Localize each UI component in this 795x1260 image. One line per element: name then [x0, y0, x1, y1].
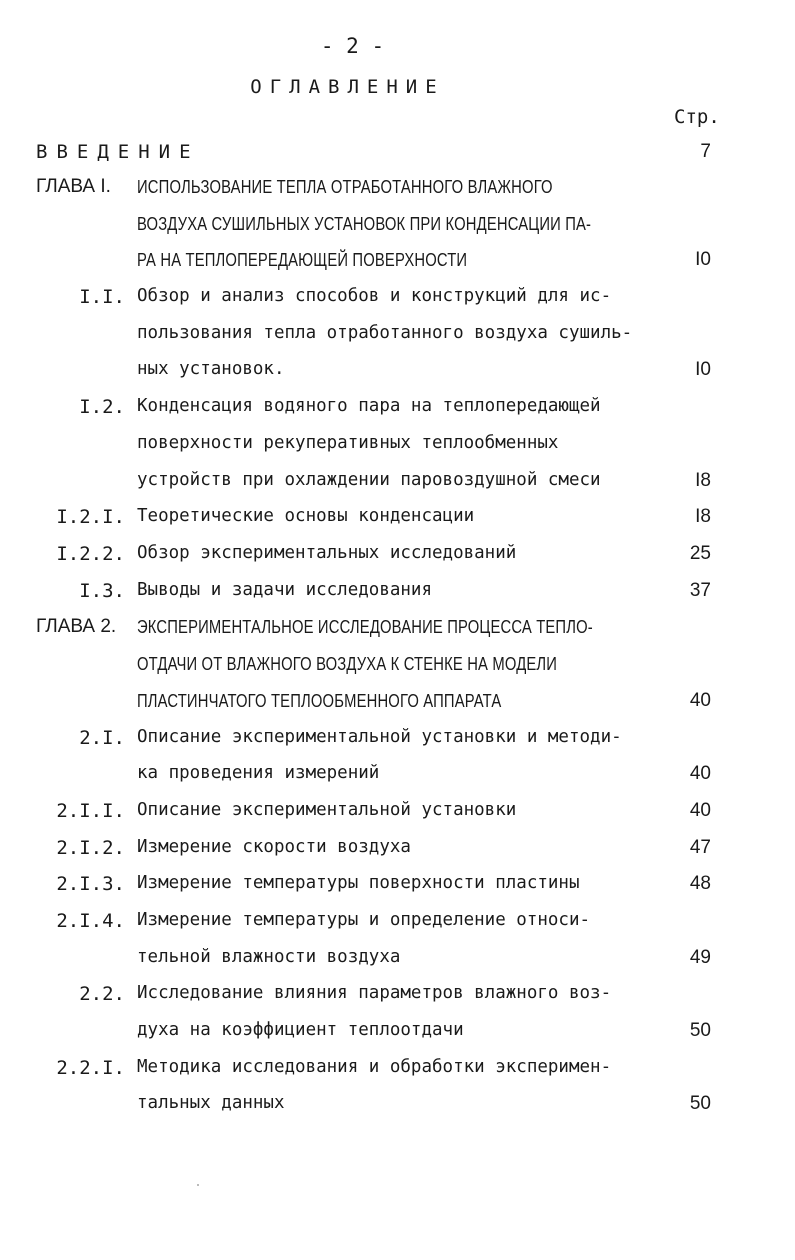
toc-entry-text: Выводы и задачи исследования	[137, 579, 433, 600]
toc-entry-number: I.2.	[79, 396, 125, 419]
toc-entry-number: 2.2.	[79, 983, 125, 1006]
toc-entry-page: 50	[689, 1093, 711, 1115]
scan-speck	[197, 1184, 199, 1186]
toc-entry-text: Конденсация водяного пара на теплопередающей	[137, 396, 601, 417]
toc-entry-number: I.3.	[79, 579, 125, 602]
toc-entry-page: 50	[689, 1020, 711, 1042]
toc-entry-text: ИСПОЛЬЗОВАНИЕ ТЕПЛА ОТРАБОТАННОГО ВЛАЖНОГО	[137, 176, 553, 197]
toc-entry-number: ГЛАВА 2.	[36, 616, 117, 638]
toc-entry-number: 2.I.3.	[56, 873, 125, 896]
toc-entry-text: ЭКСПЕРИМЕНТАЛЬНОЕ ИССЛЕДОВАНИЕ ПРОЦЕССА ТЕПЛО-	[137, 616, 593, 638]
toc-entry-page: 40	[689, 689, 711, 711]
toc-entry-text: ВОЗДУХА СУШИЛЬНЫХ УСТАНОВОК ПРИ КОНДЕНСАЦИИ ПА-	[137, 212, 592, 234]
toc-entry-text: Исследование влияния параметров влажного воз-	[137, 983, 612, 1004]
toc-entry-text: РА НА ТЕПЛОПЕРЕДАЮЩЕЙ ПОВЕРХНОСТИ	[137, 249, 468, 271]
toc-entry-number: I.I.	[79, 286, 125, 309]
toc-entry-number: ГЛАВА I.	[36, 176, 111, 197]
toc-entry-page: I0	[695, 359, 711, 381]
toc-entry-text: тельной влажности воздуха	[137, 946, 401, 967]
toc-entry-number: 2.I.4.	[56, 910, 125, 932]
toc-entry-number: 2.I.	[79, 726, 125, 749]
toc-entry-number: I.2.I.	[56, 506, 125, 529]
toc-entry-number: 2.I.I.	[56, 799, 125, 822]
toc-entry-page: 40	[689, 799, 711, 821]
toc-entry-page: 47	[689, 836, 711, 858]
toc-intro-label: ВВЕДЕНИЕ	[36, 141, 200, 163]
toc-entry-page: 49	[689, 946, 711, 968]
toc-entry-text: Измерение температуры и определение относи-	[137, 910, 591, 930]
toc-entry-page: 25	[689, 543, 711, 564]
toc-entry-text: ОТДАЧИ ОТ ВЛАЖНОГО ВОЗДУХА К СТЕНКЕ НА МОДЕЛИ	[137, 653, 558, 675]
toc-entry-text: Описание экспериментальной установки и методи-	[137, 726, 622, 747]
toc-entry-text: Методика исследования и обработки эксперимен-	[137, 1056, 612, 1077]
toc-entry-text: Измерение температуры поверхности пластины	[137, 873, 580, 894]
page-column-header: Стр.	[674, 106, 720, 128]
toc-entry-page: I0	[695, 249, 711, 271]
toc-entry-text: ка проведения измерений	[137, 763, 380, 784]
toc-entry-text: поверхности рекуперативных теплообменных	[137, 432, 559, 453]
page-number: - 2 -	[320, 34, 385, 58]
toc-entry-text: Теоретические основы конденсации	[137, 506, 475, 527]
toc-entry-number: I.2.2.	[56, 543, 125, 565]
toc-entry-page: 48	[689, 873, 711, 895]
toc-entry-text: тальных данных	[137, 1093, 285, 1114]
toc-entry-number: 2.I.2.	[56, 836, 125, 859]
toc-entry-page: 40	[689, 763, 711, 785]
toc-entry-text: Измерение скорости воздуха	[137, 836, 411, 857]
toc-intro-page: 7	[700, 141, 711, 162]
toc-entry-page: I8	[695, 469, 711, 491]
toc-entry-text: ПЛАСТИНЧАТОГО ТЕПЛООБМЕННОГО АППАРАТА	[137, 689, 502, 711]
toc-entry-text: Описание экспериментальной установки	[137, 799, 517, 820]
toc-entry-text: духа на коэффициент теплоотдачи	[137, 1020, 464, 1041]
toc-entry-text: устройств при охлаждении паровоздушной смеси	[137, 469, 601, 490]
toc-entry-number: 2.2.I.	[56, 1056, 125, 1079]
toc-entry-page: I8	[695, 506, 711, 528]
toc-entry-page: 37	[689, 579, 711, 601]
page-title: ОГЛАВЛЕНИЕ	[250, 76, 445, 98]
toc-entry-text: Обзор и анализ способов и конструкций для ис-	[137, 286, 612, 307]
toc-entry-text: ных установок.	[137, 359, 285, 380]
toc-entry-text: пользования тепла отработанного воздуха сушиль-	[137, 322, 633, 343]
toc-entry-text: Обзор экспериментальных исследований	[137, 543, 517, 563]
